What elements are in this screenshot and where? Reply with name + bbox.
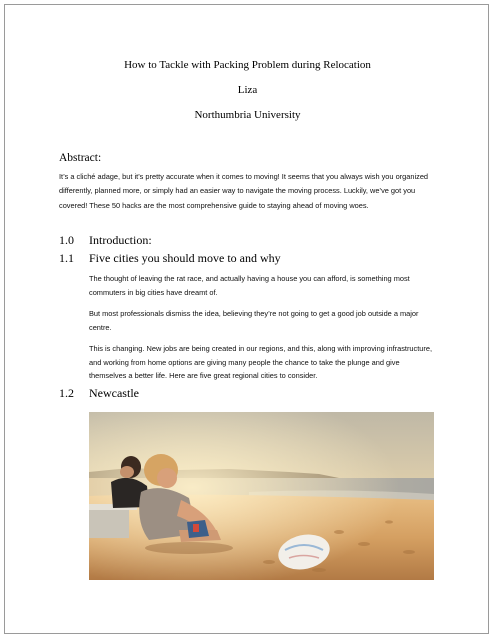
section-title: Five cities you should move to and why <box>89 251 281 265</box>
section-number: 1.1 <box>59 251 74 265</box>
section-title: Introduction: <box>89 233 152 247</box>
document-title: How to Tackle with Packing Problem during Relocation <box>124 59 371 71</box>
section-heading-intro <box>59 233 152 248</box>
section-heading-five-cities <box>59 251 281 266</box>
section-number: 1.0 <box>59 233 74 247</box>
section-title: Newcastle <box>89 386 139 400</box>
paragraph: This is changing. New jobs are being created in our regions, and this, along with improving infrastructure, and working from home options are giving many people the chance to take the plunge and give themselves a better life. Here are five great regional cities to consider. <box>89 344 433 381</box>
paragraph: But most professionals dismiss the idea, believing they’re not going to get a good job outside a major centre. <box>89 309 419 332</box>
abstract-heading: Abstract: <box>59 152 102 164</box>
document-institution: Northumbria University <box>194 109 301 121</box>
section-heading-newcastle <box>59 386 139 401</box>
paragraph: The thought of leaving the rat race, and actually having a house you can afford, is something most commuters in big cities have dreamt of. <box>89 274 410 297</box>
abstract-text: It’s a cliché adage, but it’s pretty accurate when it comes to moving! It seems that you always wish you organized differently, planned more, or simply had an easier way to navigate the moving process. Luckily, we’ve got you covered! These 50 hacks are the most comprehensive guide to staying ahead of moving woes. <box>59 172 429 210</box>
section-number: 1.2 <box>59 386 74 400</box>
beach-photo <box>89 412 434 580</box>
document-author: Liza <box>237 84 258 96</box>
